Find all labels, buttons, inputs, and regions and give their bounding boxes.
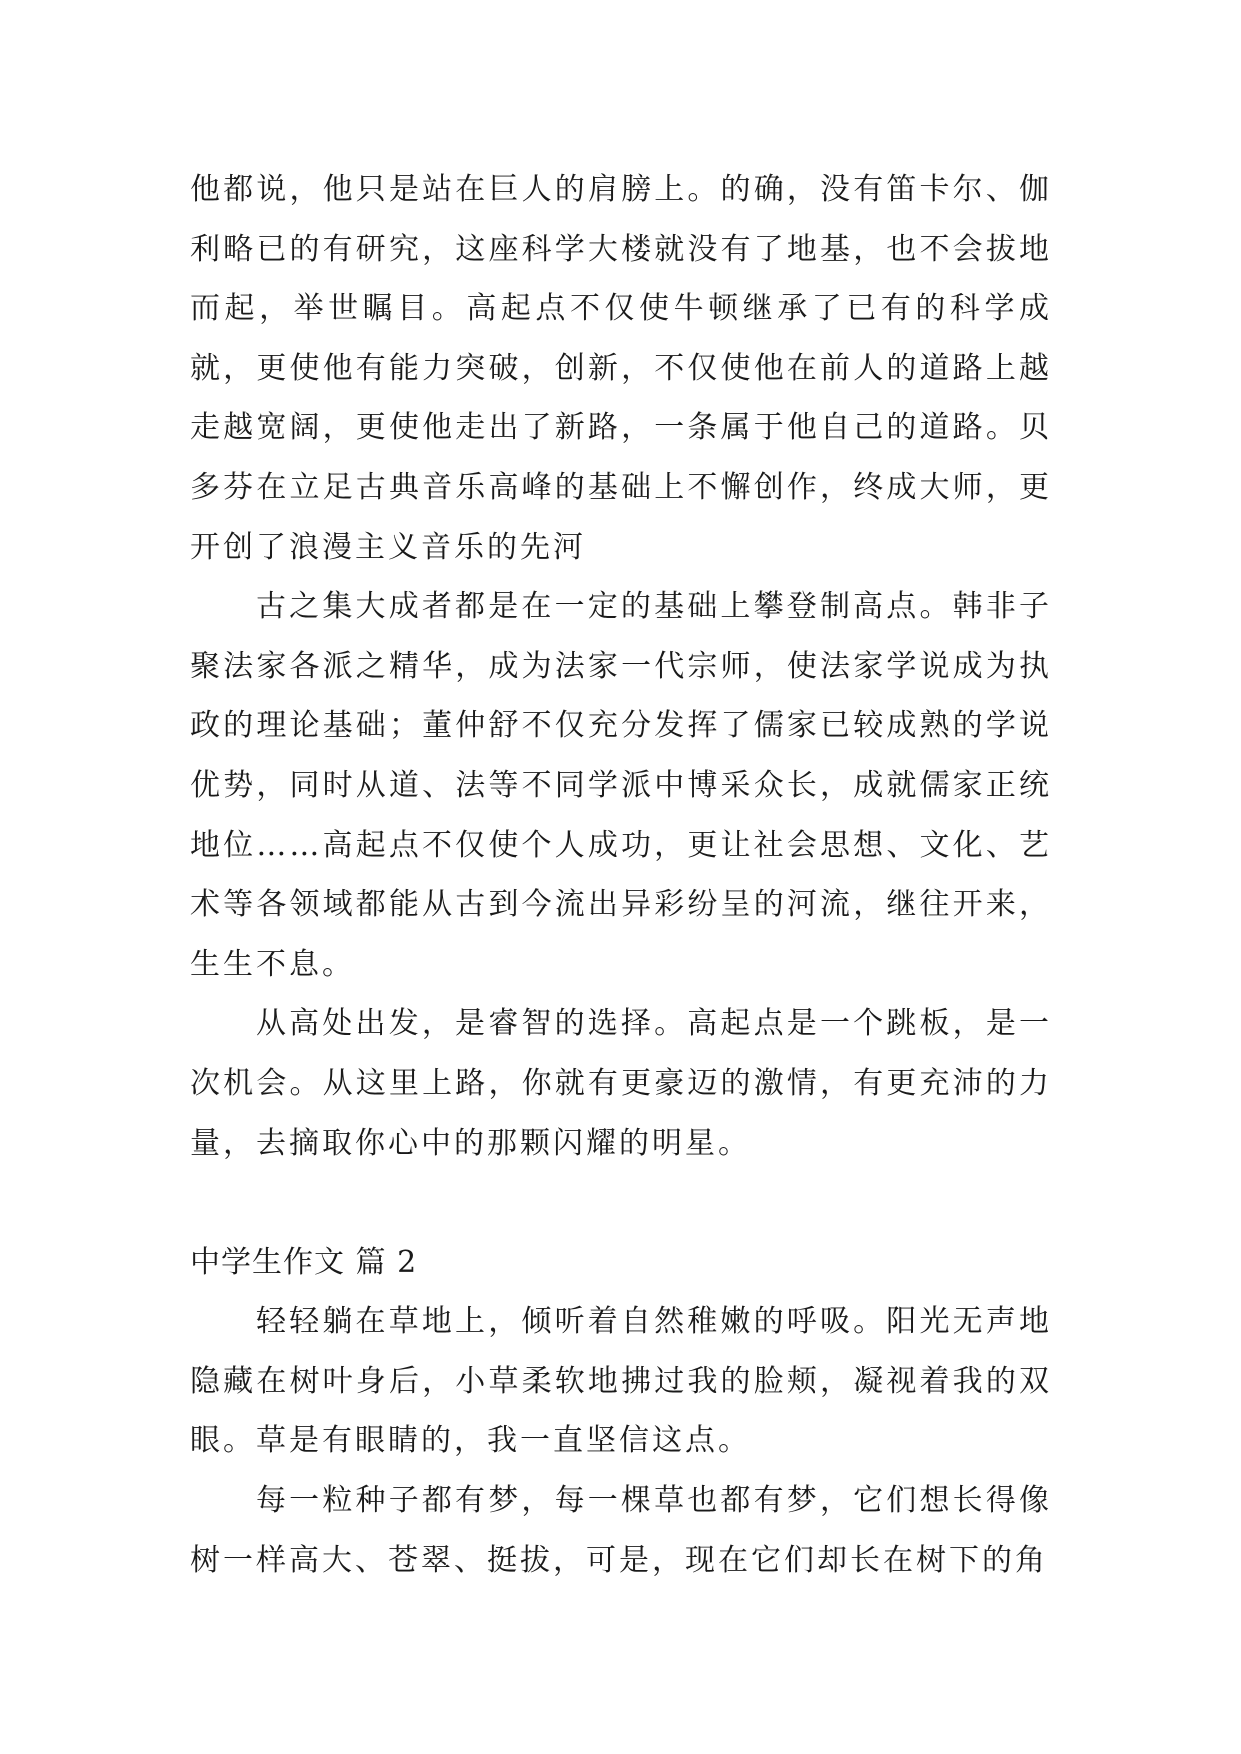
paragraph-seed-dream: 每一粒种子都有梦，每一棵草也都有梦，它们想长得像树一样高大、苍翠、挺拔，可是，现在它们却长在树下的角 <box>190 1483 1052 1578</box>
paragraph-high-start: 从高处出发，是睿智的选择。高起点是一个跳板，是一次机会。从这里上路，你就有更豪迈的激情，有更充沛的力量，去摘取你心中的那颗闪耀的明星。 <box>190 1006 1052 1161</box>
section-title: 中学生作文 篇 2 <box>190 1244 418 1280</box>
paragraph-grass: 轻轻躺在草地上，倾听着自然稚嫩的呼吸。阳光无声地隐藏在树叶身后，小草柔软地拂过我的脸颊，凝视着我的双眼。草是有眼睛的，我一直坚信这点。 <box>190 1304 1052 1459</box>
document-body <box>190 160 1052 1590</box>
paragraph-newton: 他都说，他只是站在巨人的肩膀上。的确，没有笛卡尔、伽利略已的有研究，这座科学大楼就没有了地基，也不会拔地而起，举世瞩目。高起点不仅使牛顿继承了已有的科学成就，更使他有能力突破，创新，不仅使他在前人的道路上越走越宽阔，更使他走出了新路，一条属于他自己的道路。贝多芬在立足古典音乐高峰的基础上不懈创作，终成大师，更开创了浪漫主义音乐的先河 <box>190 172 1052 565</box>
paragraph-great-masters: 古之集大成者都是在一定的基础上攀登制高点。韩非子聚法家各派之精华，成为法家一代宗师，使法家学说成为执政的理论基础；董仲舒不仅充分发挥了儒家已较成熟的学说优势，同时从道、法等不同学派中博采众长，成就儒家正统地位……高起点不仅使个人成功，更让社会思想、文化、艺术等各领域都能从古到今流出异彩纷呈的河流，继往开来，生生不息。 <box>190 589 1052 982</box>
